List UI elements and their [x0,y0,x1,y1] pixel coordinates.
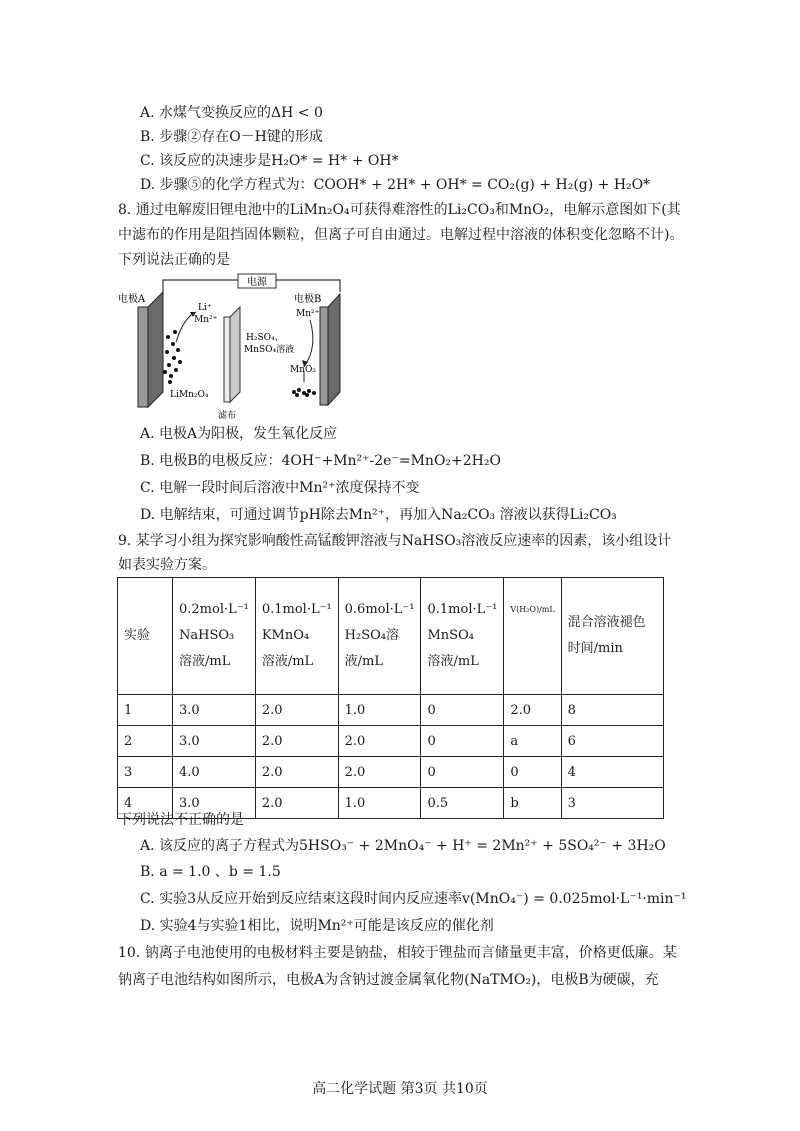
table-row: 1 3.0 2.0 1.0 0 2.0 8 [118,695,664,726]
header-experiment: 实验 [118,578,173,695]
q7-option-a: A. 水煤气变换反应的ΔH < 0 [140,105,323,121]
mno2-label: MnO₂ [290,365,316,375]
limn2o4-particles [163,330,182,384]
limn2o4-label: LiMn₂O₄ [170,390,209,400]
q9-prompt: 下列说法不正确的是 [118,812,244,828]
q7-option-d: D. 步骤⑤的化学方程式为：COOH* + 2H* + OH* = CO₂(g) + H₂(g) + H₂O* [140,177,651,193]
power-label: 电源 [247,277,267,288]
q8-stem-line-3: 下列说法正确的是 [118,252,230,268]
q8-stem-line-2: 中滤布的作用是阻挡固体颗粒，但离子可自由通过。电解过程中溶液的体积变化忽略不计)。 [118,227,684,243]
table-row: 4 3.0 2.0 1.0 0.5 b 3 [118,788,664,819]
q8-stem-line-1: 8. 通过电解废旧锂电池中的LiMn₂O₄可获得难溶性的Li₂CO₃和MnO₂，电解示意图如下(其 [118,202,681,218]
filter-cloth [230,307,240,402]
header-mnso4: 0.1mol·L⁻¹ MnSO₄ 溶液/mL [421,578,504,695]
q8-option-a: A. 电极A为阳极，发生氧化反应 [140,426,338,442]
filter-label: 滤布 [218,411,237,421]
q9-stem-line-2: 如表实验方案。 [118,557,216,573]
solution-label-1: H₂SO₄、 [246,333,284,343]
li-ion-label: Li⁺ [198,303,212,313]
electrode-a-label: 电极A [118,294,146,305]
experiment-table [117,577,664,819]
table-header-row [118,578,664,695]
q7-option-b: B. 步骤②存在O－H键的形成 [140,129,323,145]
header-h2so4: 0.6mol·L⁻¹ H₂SO₄溶 液/mL [338,578,421,695]
q9-option-d: D. 实验4与实验1相比，说明Mn²⁺可能是该反应的催化剂 [140,918,494,934]
q8-option-c: C. 电解一段时间后溶液中Mn²⁺浓度保持不变 [140,480,420,496]
table-row: 2 3.0 2.0 2.0 0 a 6 [118,726,664,757]
mno2-particles [292,388,316,397]
header-water: V(H₂O)/mL [504,578,561,695]
header-kmno4: 0.1mol·L⁻¹ KMnO₄ 溶液/mL [255,578,338,695]
page-footer: 高二化学试题 第3页 共10页 [312,1081,488,1097]
q9-option-a: A. 该反应的离子方程式为5HSO₃⁻ + 2MnO₄⁻ + H⁺ = 2Mn²⁺ + 5SO₄²⁻ + 3H₂O [140,838,666,854]
q7-option-c: C. 该反应的决速步是H₂O* = H* + OH* [140,153,399,169]
header-fade-time: 混合溶液褪色时间/min [561,578,663,695]
solution-label-2: MnSO₄溶液 [244,345,295,355]
q10-stem-line-2: 钠离子电池结构如图所示，电极A为含钠过渡金属氧化物(NaTMO₂)，电极B为硬碳，充 [118,972,659,988]
electrode-b-label: 电极B [294,294,322,305]
q9-option-c: C. 实验3从反应开始到反应结束这段时间内反应速率v(MnO₄⁻) = 0.025mol·L⁻¹·min⁻¹ [140,891,687,907]
q8-option-b: B. 电极B的电极反应：4OH⁻+Mn²⁺-2e⁻=MnO₂+2H₂O [140,453,501,469]
q9-option-b: B. a = 1.0 、b = 1.5 [140,864,281,880]
electrode-b [328,294,340,405]
q8-option-d: D. 电解结束，可通过调节pH除去Mn²⁺，再加入Na₂CO₃ 溶液以获得Li₂CO₃ [140,507,617,523]
mn-ion-label-left: Mn²⁺ [194,315,218,325]
q10-stem-line-1: 10. 钠离子电池使用的电极材料主要是钠盐，相较于锂盐而言储量更丰富，价格更低廉。某 [118,945,677,961]
header-nahso3: 0.2mol·L⁻¹ NaHSO₃ 溶液/mL [173,578,256,695]
q9-stem-line-1: 9. 某学习小组为探究影响酸性高锰酸钾溶液与NaHSO₃溶液反应速率的因素，该小组设计 [118,533,672,549]
mn-ion-label-right: Mn²⁺ [296,309,320,319]
electrode-a [148,292,163,407]
electrolysis-diagram [118,272,368,422]
table-row: 3 4.0 2.0 2.0 0 0 4 [118,757,664,788]
